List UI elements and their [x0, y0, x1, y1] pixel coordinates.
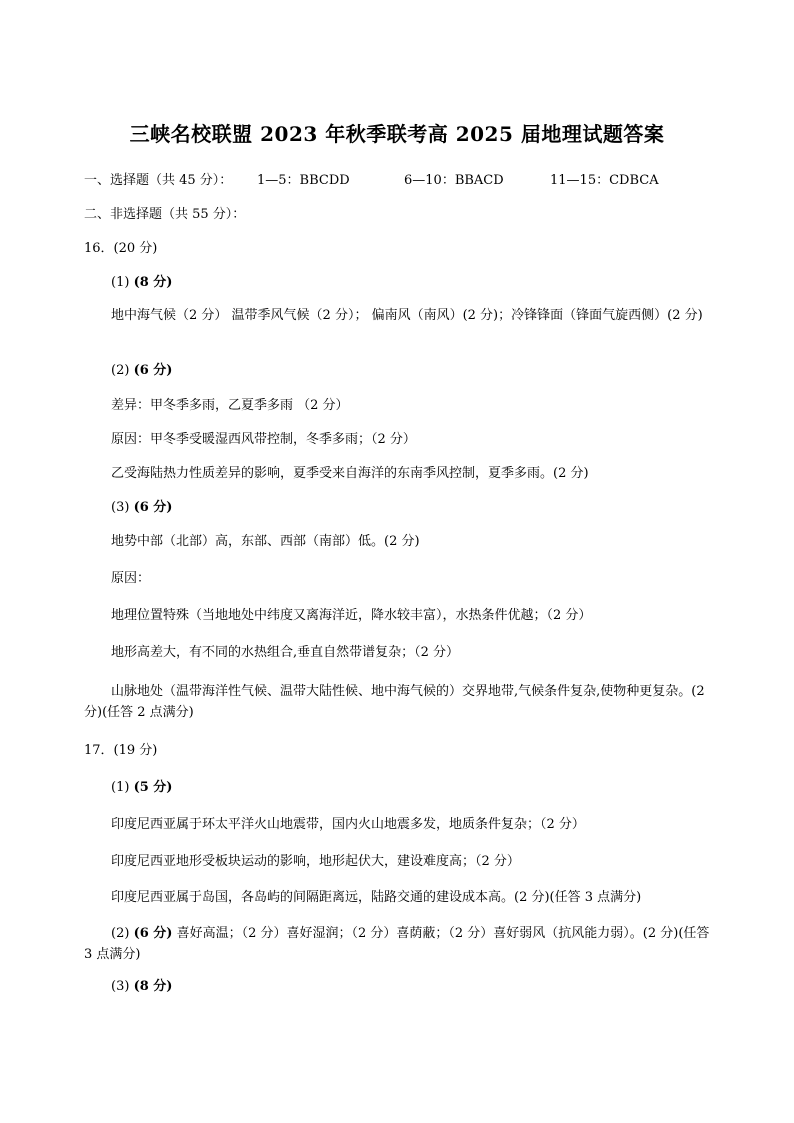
q16-part3-num: (3) — [111, 500, 130, 515]
q17-part2-block — [84, 923, 714, 965]
q17-part3-heading — [111, 978, 172, 996]
q17-part1-num: (1) — [111, 780, 130, 795]
page-title: 三峡名校联盟 2023 年秋季联考高 2025 届地理试题答案 — [129, 122, 665, 146]
q17-header: 17．(19 分) — [84, 743, 158, 758]
q16-part1-answer: 地中海气候（2 分） 温带季风气候（2 分）； 偏南风（南风）(2 分)；冷锋锋面（锋面气旋西侧）(2 分) — [111, 308, 703, 323]
q16-part2-heading — [111, 362, 172, 380]
q17-part3-score: (8 分) — [133, 979, 173, 994]
q16-part3-heading — [111, 499, 172, 517]
q17-part1-answer2: 印度尼西亚地形受板块运动的影响，地形起伏大，建设难度高；（2 分） — [111, 854, 520, 869]
q17-part2-answer: 喜好高温；（2 分）喜好湿润；（2 分）喜荫蔽；（2 分）喜好弱风（抗风能力弱）。(2 分)(任答 3 点满分) — [84, 926, 710, 962]
q16-part1-heading — [111, 274, 172, 292]
q16-part1-num: (1) — [111, 275, 130, 290]
mcq-group-2: 6—10：BBACD — [404, 173, 504, 188]
q16-part3-score: (6 分) — [133, 500, 173, 515]
mcq-group-3: 11—15：CDBCA — [550, 173, 659, 188]
q16-part2-reason1: 原因：甲冬季受暖湿西风带控制，冬季多雨；（2 分） — [111, 432, 416, 447]
q16-part2-reason2: 乙受海陆热力性质差异的影响，夏季受来自海洋的东南季风控制，夏季多雨。(2 分) — [111, 466, 589, 481]
q17-part1-answer3: 印度尼西亚属于岛国，各岛屿的间隔距离远，陆路交通的建设成本高。(2 分)(任答 3 点满分) — [111, 890, 642, 905]
section2-label: 二、非选择题（共 55 分）： — [84, 207, 246, 222]
q16-part2-diff: 差异：甲冬季多雨，乙夏季多雨 （2 分） — [111, 398, 349, 413]
q16-part3-reason2: 地形高差大，有不同的水热组合,垂直自然带谱复杂；（2 分） — [111, 645, 460, 660]
q16-part1-score: (8 分) — [133, 275, 173, 290]
q16-part3-reason1: 地理位置特殊（当地地处中纬度又离海洋近，降水较丰富），水热条件优越；（2 分） — [111, 608, 592, 623]
q17-part2-score: (6 分) — [133, 926, 173, 941]
q17-part2-num: (2) — [111, 926, 130, 941]
q16-part3-terrain: 地势中部（北部）高，东部、西部（南部）低。(2 分) — [111, 534, 420, 549]
mcq-group-1: 1—5：BBCDD — [257, 173, 350, 188]
q16-part3-reason-label: 原因： — [111, 571, 151, 586]
q17-part1-heading — [111, 779, 172, 797]
q17-part1-score: (5 分) — [133, 780, 173, 795]
q16-part2-num: (2) — [111, 363, 130, 378]
section1-label: 一、选择题（共 45 分）： — [84, 173, 233, 188]
q16-part2-score: (6 分) — [133, 363, 173, 378]
q16-header: 16．(20 分) — [84, 241, 158, 256]
q17-part3-num: (3) — [111, 979, 130, 994]
q16-part3-reason3: 山脉地处（温带海洋性气候、温带大陆性候、地中海气候的）交界地带,气候条件复杂,使物种更复杂。(2 分)(任答 2 点满分) — [84, 684, 705, 720]
q17-part1-answer1: 印度尼西亚属于环太平洋火山地震带，国内火山地震多发，地质条件复杂；（2 分） — [111, 817, 585, 832]
